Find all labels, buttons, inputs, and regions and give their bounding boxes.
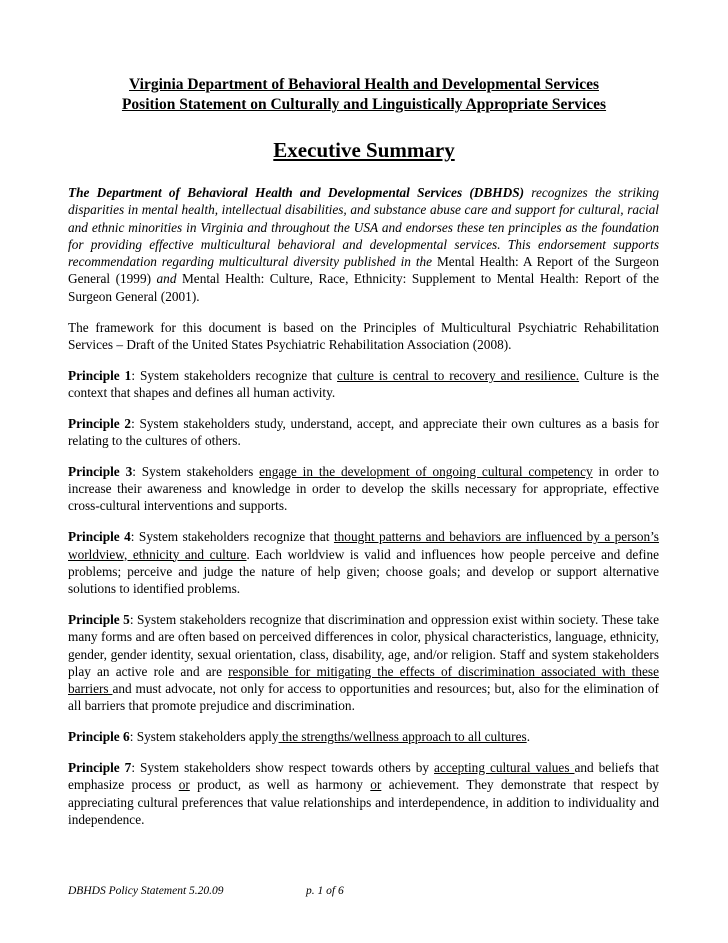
document-header bbox=[0, 75, 728, 115]
principle-underlined: engage in the development of ongoing cultural competency bbox=[259, 463, 593, 479]
principle-text-end: achievement. They demonstrate that respect by appreciating cultural preferences that value relationships and interdependence, in addition to individuality and independence. bbox=[68, 777, 659, 827]
header-line-1: Virginia Department of Behavioral Health and Developmental Services bbox=[129, 76, 599, 93]
intro-text: recognizes the striking disparities in mental health, intellectual disabilities, and substance abuse care and support for cultural, racial and ethnic minorities in Virginia and throughout the USA and endorses these ten principles as the foundation for providing effective multicultural behavioral and developmental services. This endorsement supports recommendation regarding multicultural diversity published in the bbox=[68, 185, 659, 270]
header-line-2: Position Statement on Culturally and Linguistically Appropriate Services bbox=[121, 96, 607, 113]
framework-paragraph: The framework for this document is based on the Principles of Multicultural Psychiatric Rehabilitation Services – Draft of the United States Psychiatric Rehabilitation Association (2008). bbox=[68, 319, 659, 352]
principle-6 bbox=[68, 728, 659, 745]
principle-5 bbox=[68, 611, 659, 715]
footer-policy-statement: DBHDS Policy Statement 5.20.09 bbox=[68, 885, 224, 897]
principle-4 bbox=[68, 528, 659, 597]
principle-label: Principle 6 bbox=[68, 729, 130, 745]
principle-text-end: Culture is the context that shapes and defines all human activity. bbox=[68, 367, 659, 400]
principle-text-end: and must advocate, not only for access to opportunities and resources; but, also for the elimination of all barriers that promote prejudice and discrimination. bbox=[68, 681, 659, 714]
principle-underlined-or: or bbox=[370, 777, 382, 793]
principle-7 bbox=[68, 759, 659, 828]
page-number: p. 1 of 6 bbox=[306, 885, 344, 897]
principle-text: : System stakeholders study, understand, accept, and appreciate their own cultures as a basis for relating to the cultures of others. bbox=[68, 415, 659, 449]
principle-text-end: . bbox=[526, 729, 531, 745]
intro-paragraph bbox=[68, 184, 659, 305]
principle-text-end: . Each worldview is valid and influences how people perceive and define problems; perceive and judge the nature of help given; choose goals; and develop or support alternative solutions to identified problems. bbox=[68, 546, 659, 597]
principle-text: : System stakeholders bbox=[132, 463, 260, 479]
document-body bbox=[68, 184, 659, 842]
principle-label: Principle 1 bbox=[68, 367, 132, 383]
principle-text-mid: and beliefs that emphasize process bbox=[68, 760, 659, 793]
principle-label: Principle 2 bbox=[68, 415, 132, 431]
principle-text-mid: product, as well as harmony bbox=[189, 777, 371, 793]
principle-label: Principle 5 bbox=[68, 611, 130, 627]
principle-underlined: accepting cultural values bbox=[434, 760, 575, 776]
principle-label: Principle 4 bbox=[68, 529, 131, 545]
principle-2 bbox=[68, 415, 659, 450]
principle-text: : System stakeholders apply bbox=[129, 729, 279, 745]
principle-underlined: responsible for mitigating the effects of discrimination associated with these barriers bbox=[68, 663, 659, 697]
intro-reference-2: Mental Health: Culture, Race, Ethnicity: Supplement to Mental Health: Report of the Surgeon General (2001). bbox=[68, 271, 659, 304]
principle-label: Principle 7 bbox=[68, 760, 132, 776]
principle-3 bbox=[68, 463, 659, 515]
principle-label: Principle 3 bbox=[68, 463, 133, 479]
principle-text: : System stakeholders show respect towards others by bbox=[131, 760, 435, 776]
principle-text-end: in order to increase their awareness and knowledge in order to develop the skills necessary for appropriate, effective cross-cultural interventions and supports. bbox=[68, 463, 659, 514]
principle-text: : System stakeholders recognize that bbox=[130, 529, 334, 545]
principle-underlined: the strengths/wellness approach to all cultures bbox=[278, 729, 527, 745]
intro-reference-1: Mental Health: A Report of the Surgeon General (1999) bbox=[68, 254, 659, 287]
principle-1 bbox=[68, 367, 659, 402]
page-title: Executive Summary bbox=[273, 138, 455, 162]
principle-underlined: culture is central to recovery and resilience. bbox=[337, 367, 580, 383]
principle-underlined-or: or bbox=[178, 777, 190, 793]
principle-text: : System stakeholders recognize that discrimination and oppression exist within society. These take many forms and are often based on perceived differences in color, physical characteristics, language, ethnicity, gender, gender identity, sexual orientation, class, disability, age, and/or religion. Staff and system stakeholders play an active role and are bbox=[68, 611, 659, 679]
intro-and: and bbox=[151, 271, 182, 287]
principle-text: : System stakeholders recognize that bbox=[131, 367, 338, 383]
page-footer bbox=[68, 885, 659, 897]
principle-underlined: thought patterns and behaviors are influenced by a person’s worldview, ethnicity and culture bbox=[68, 529, 659, 562]
intro-dept-name: The Department of Behavioral Health and Developmental Services (DBHDS) bbox=[68, 185, 525, 200]
